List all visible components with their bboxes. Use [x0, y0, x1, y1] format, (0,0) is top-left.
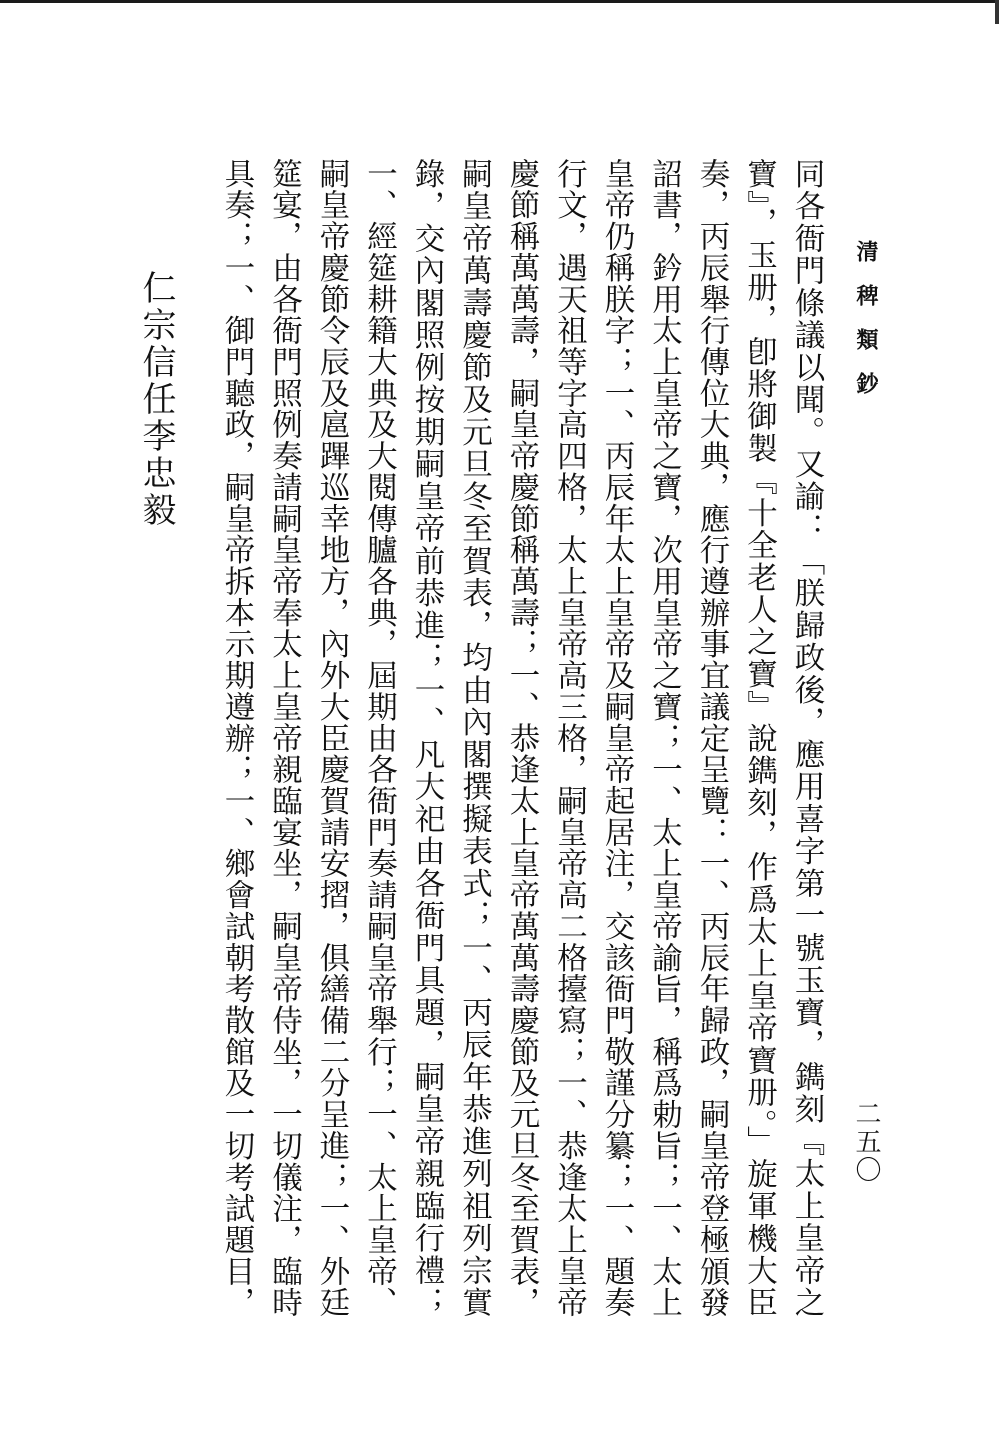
page-number: 二五〇: [851, 1100, 881, 1184]
running-title: 清稗類鈔: [853, 240, 879, 416]
body-paragraph: 同各衙門條議以聞。又諭：「朕歸政後，應用喜字第一號玉寶，鐫刻『太上皇帝之寶』，玉册，卽將御製『十全老人之寶』說鐫刻，作爲太上皇帝寶册。」旋軍機大臣奏，丙辰舉行傳位大典，應行遵辦事宜議定呈覽：一、丙辰年歸政，嗣皇帝登極頒發詔書，鈐用太上皇帝之寶，次用皇帝之寶；一、太上皇帝諭旨，稱爲勅旨；一、太上皇帝仍稱朕字；一、丙辰年太上皇帝及嗣皇帝起居注，交該衙門敬謹分纂；一、題奏行文，遇天祖等字高四格，太上皇帝高三格，嗣皇帝高二格擡寫；一、恭逢太上皇帝慶節稱萬萬壽，嗣皇帝慶節稱萬壽；一、恭逢太上皇帝萬萬壽慶節及元旦冬至賀表，嗣皇帝萬壽慶節及元旦冬至賀表，均由內閣撰擬表式；一、丙辰年恭進列祖列宗實錄，交內閣照例按期嗣皇帝前恭進；一、凡大祀由各衙門具題，嗣皇帝親臨行禮；一、經筵耕籍大典及大閱傳臚各典，屆期由各衙門奏請嗣皇帝舉行；一、太上皇帝、嗣皇帝慶節令辰及扈蹕巡幸地方，內外大臣慶賀請安摺，俱繕備二分呈進；一、外廷筵宴，由各衙門照例奏請嗣皇帝奉太上皇帝親臨宴坐，嗣皇帝侍坐，一切儀注，臨時具奏；一、御門聽政，嗣皇帝拆本示期遵辦；一、鄉會試朝考散館及一切考試題目，: [219, 158, 824, 1318]
section-heading: 仁宗信任李忠毅: [136, 270, 176, 529]
scan-edge-mark: [995, 0, 999, 24]
body-text: [210, 158, 830, 1318]
top-border-rule: [0, 0, 999, 3]
